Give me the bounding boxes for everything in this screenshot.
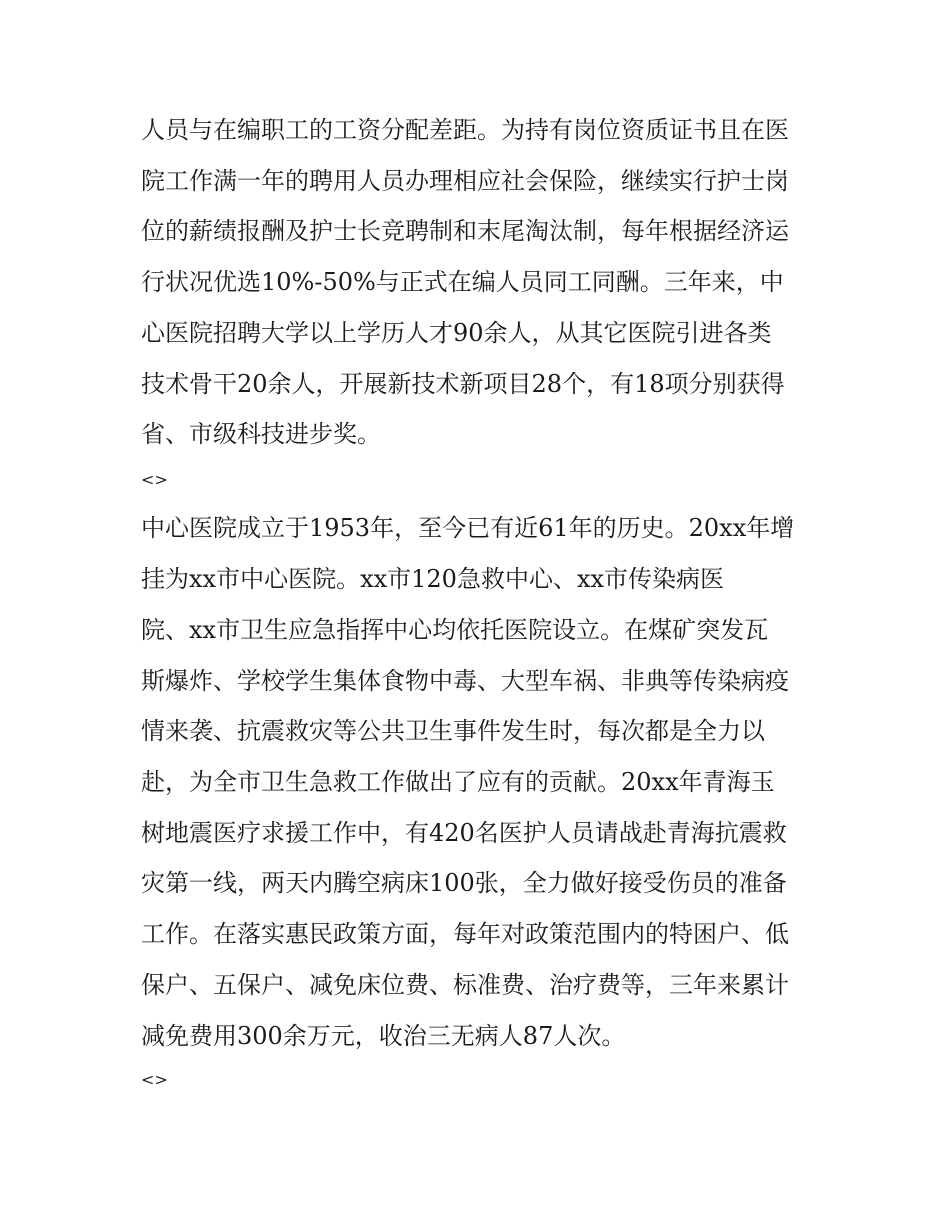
paragraph1-line-5: 心医院招聘大学以上学历人才90余人，从其它医院引进各类	[141, 319, 772, 347]
paragraph2-line-5: 情来袭、抗震救灾等公共卫生事件发生时，每次都是全力以	[141, 717, 765, 745]
paragraph2-line-3: 院、xx市卫生应急指挥中心均依托医院设立。在煤矿突发瓦	[141, 616, 769, 644]
paragraph2-line-2: 挂为xx市中心医院。xx市120急救中心、xx市传染病医	[141, 565, 725, 593]
paragraph1-line-1: 人员与在编职工的工资分配差距。为持有岗位资质证书且在医	[141, 116, 789, 144]
paragraph2-line-6: 赴，为全市卫生急救工作做出了应有的贡献。20xx年青海玉	[141, 768, 775, 796]
paragraph2-line-10: 保户、五保户、减免床位费、标准费、治疗费等，三年来累计	[141, 971, 789, 999]
paragraph1-line-2: 院工作满一年的聘用人员办理相应社会保险，继续实行护士岗	[141, 167, 789, 195]
paragraph2-line-4: 斯爆炸、学校学生集体食物中毒、大型车祸、非典等传染病疫	[141, 667, 789, 695]
paragraph2-line-1: 中心医院成立于1953年，至今已有近61年的历史。20xx年增	[141, 514, 795, 542]
paragraph2-line-11: 减免费用300余万元，收治三无病人87人次。	[141, 1022, 626, 1050]
paragraph2-line-9: 工作。在落实惠民政策方面，每年对政策范围内的特困户、低	[141, 920, 789, 948]
section-separator-2: <>	[141, 1070, 168, 1089]
paragraph2-line-7: 树地震医疗求援工作中，有420名医护人员请战赴青海抗震救	[141, 819, 787, 847]
paragraph2-line-8: 灾第一线，两天内腾空病床100张，全力做好接受伤员的准备	[141, 869, 787, 897]
section-separator-1: <>	[141, 470, 168, 489]
paragraph1-line-4: 行状况优选10%-50%与正式在编人员同工同酬。三年来，中	[141, 268, 784, 296]
paragraph1-line-7: 省、市级科技进步奖。	[141, 420, 381, 448]
paragraph1-line-6: 技术骨干20余人，开展新技术新项目28个，有18项分别获得	[141, 370, 785, 398]
paragraph1-line-3: 位的薪绩报酬及护士长竞聘制和末尾淘汰制，每年根据经济运	[141, 217, 789, 245]
